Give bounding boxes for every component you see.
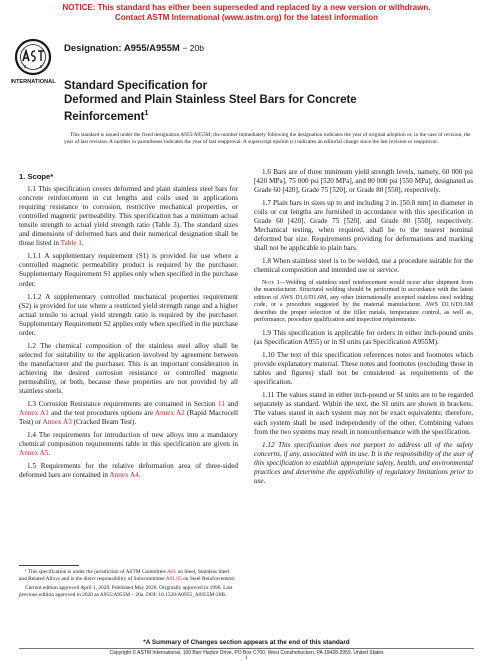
section-1-9: 1.9 This specification is applicable for orders in either inch-pound units (as Specification A955) or in SI units (as Specification A955M). bbox=[254, 329, 473, 347]
title-line-1: Standard Specification for bbox=[64, 80, 208, 92]
astm-logo-icon bbox=[11, 37, 59, 91]
footnotes bbox=[19, 569, 238, 601]
annex-a4-link[interactable]: Annex A4 bbox=[109, 471, 139, 480]
section-1-2: 1.2 The chemical composition of the stainless steel alloy shall be selected for suitability to the application involved by agreement between the manufacturer and the purchaser. This is an important consideration in achieving the desired corrosion resistance or controlled magnetic permeability, or both, because these properties are not provided by all stainless steels. bbox=[19, 341, 238, 396]
section-11-link[interactable]: 11 bbox=[218, 400, 225, 409]
designation bbox=[64, 43, 204, 54]
section-1-8: 1.8 When stainless steel is to be welded, use a procedure suitable for the chemical composition and intended use or service. bbox=[254, 257, 473, 275]
section-1-1: 1.1 This specification covers deformed and plain stainless steel bars for concrete reinforcement in cut lengths and coils used in applications requiring resistance to corrosion, restrictive mechanical properties, or controlled magnetic permeability. This specification has a minimum actual tensile strength to actual yield strength ratio (Table 3). The standard sizes and dimensions of deformed bars and their numerical designation shall be those listed in Table 1. bbox=[19, 185, 238, 248]
note-1 bbox=[254, 280, 473, 326]
scope-heading: 1. Scope* bbox=[19, 172, 54, 181]
issuance-note: This standard is issued under the fixed designation A955/A955M; the number immediately following the designation indicates the year of original adoption or, in the case of revision, the year of last revision. A number in parentheses indicates the year of last reapproval. A superscript epsilon (ε) indicates an editorial change since the last revision or reapproval. bbox=[64, 132, 471, 145]
section-1-7: 1.7 Plain bars in sizes up to and including 2 in. [50.8 mm] in diameter in coils or cut lengths are furnished in accordance with this specification in Grade 60 [420], Grade 75 [520], and Grade 80 [550], respectively. Mechanical testing, when required, shall be to the nearest nominal deformed bar size. Requirements providing for deformations and marking shall not be applicable to plain bars. bbox=[254, 199, 473, 253]
section-1-12: 1.12 This specification does not purport to address all of the safety concerns, if any, associated with its use. It is the responsibility of the user of this specification to establish appropriate safety, health, and environmental practices and determine the applicability of regulatory limitations prior to use. bbox=[254, 440, 473, 485]
annex-a1-link[interactable]: Annex A1 bbox=[19, 409, 49, 418]
section-1-3: 1.3 Corrosion Resistance requirements are contained in Section 11 and Annex A1 and the test procedures options are Annex A2 (Rapid Macrocell Test) or Annex A3 (Cracked Beam Test). bbox=[19, 400, 238, 427]
designation-label: Designation: A955/A955M bbox=[64, 43, 180, 54]
section-1-5: 1.5 Requirements for the relative deformation area of three-sided deformed bars are contained in Annex A4. bbox=[19, 462, 238, 480]
footer-divider bbox=[19, 648, 474, 649]
annex-a5-link[interactable]: Annex A5 bbox=[19, 449, 49, 458]
section-1-4: 1.4 The requirements for introduction of new alloys into a mandatory chemical composition requirements table in this specification are given in Annex A5. bbox=[19, 431, 238, 458]
section-1-1-2: 1.1.2 A supplementary controlled mechanical properties requirement (S2) is provided for use where a restricted yield strength range and a higher actual tensile to actual yield strength ratio is required by the purchaser. Supplementary Requirement S2 applies only when specified in the purchase order. bbox=[19, 292, 238, 337]
footnote-1: ¹ This specification is under the jurisdiction of ASTM Committee A01 on Steel, Stainless Steel and Related Alloys and is the direct responsibility of Subcommittee A01.05 on Steel Reinforcement. bbox=[19, 569, 236, 582]
table-1-link[interactable]: Table 1 bbox=[60, 239, 82, 248]
astm-international-logo bbox=[11, 37, 59, 91]
annex-a2-link[interactable]: Annex A2 bbox=[154, 409, 185, 418]
document-title bbox=[64, 80, 464, 124]
right-column bbox=[254, 168, 473, 490]
copyright-line: Copyright © ASTM International, 100 Barr Harbor Drive, PO Box C700, West Conshohocken, PA 19428-2959. United States bbox=[109, 650, 384, 656]
section-1-1-1: 1.1.1 A supplementary requirement (S1) is provided for use where a controlled magnetic permeability product is required by the purchaser. Supplementary Requirement S1 applies only when specified in the purchase order. bbox=[19, 252, 238, 288]
committee-a01-link[interactable]: A01 bbox=[166, 569, 177, 575]
section-1-6: 1.6 Bars are of three minimum yield strength levels, namely, 60 000 psi [420 MPa], 75 000 psi [520 MPa], and 80 000 psi [550 MPa], designated as Grade 60 [420], Grade 75 [520], or Grade 80 [550], respectively. bbox=[254, 168, 473, 195]
note-1-text: —Welding of stainless steel reinforcement would occur after shipment from the manufacturer. Structural welding should be performed in accordance with the latest edition of AWS D1.6/D1.6M, any other internationally accepted stainless steel welding code, or a procedure suggested by the material manufacturer. AWS D1.6/D1.6M describes the proper selection of the filler metals, temperature control, as well as, performance, procedure qualification and inspection requirements. bbox=[254, 279, 473, 324]
section-1-10: 1.10 The text of this specification references notes and footnotes which provide explanatory material. These notes and footnotes (excluding those in tables and figures) shall not be considered as requirements of the specification. bbox=[254, 351, 473, 387]
notice-line-1: NOTICE: This standard has either been superseded and replaced by a new version or withdrawn. bbox=[62, 3, 431, 12]
left-column bbox=[19, 168, 238, 484]
annex-a3-link[interactable]: Annex A3 bbox=[42, 418, 72, 427]
summary-of-changes-note: *A Summary of Changes section appears at the end of this standard bbox=[143, 639, 350, 646]
page-number: 1 bbox=[245, 655, 248, 661]
withdrawal-notice bbox=[0, 3, 493, 23]
footnote-edition: Current edition approved April 1, 2020. Published May 2020. Originally approved in 1996. Last previous edition approved in 2020 as A955/A955M – 20a. DOI: 10.1520/A0955_A0955M-20B. bbox=[19, 585, 233, 598]
designation-year: − 20b bbox=[182, 43, 204, 53]
title-line-2: Deformed and Plain Stainless Steel Bars for Concrete bbox=[64, 93, 357, 106]
subcommittee-a01-05-link[interactable]: A01.05 bbox=[165, 576, 182, 582]
title-footnote-mark: 1 bbox=[144, 110, 149, 117]
notice-line-2: Contact ASTM International (www.astm.org) for the latest information bbox=[115, 13, 378, 22]
section-1-11: 1.11 The values stated in either inch-pound or SI units are to be regarded separately as standard. Within the text, the SI units are shown in brackets. The values stated in each system may not be exact equivalents; therefore, each system shall be used independently of the other. Combining values from the two systems may result in nonconformance with the specification. bbox=[254, 391, 473, 436]
footnote-divider bbox=[19, 565, 79, 566]
title-line-3: Reinforcement bbox=[64, 110, 145, 123]
logo-text: INTERNATIONAL bbox=[11, 79, 56, 85]
note-1-label: Note 1 bbox=[262, 279, 280, 286]
